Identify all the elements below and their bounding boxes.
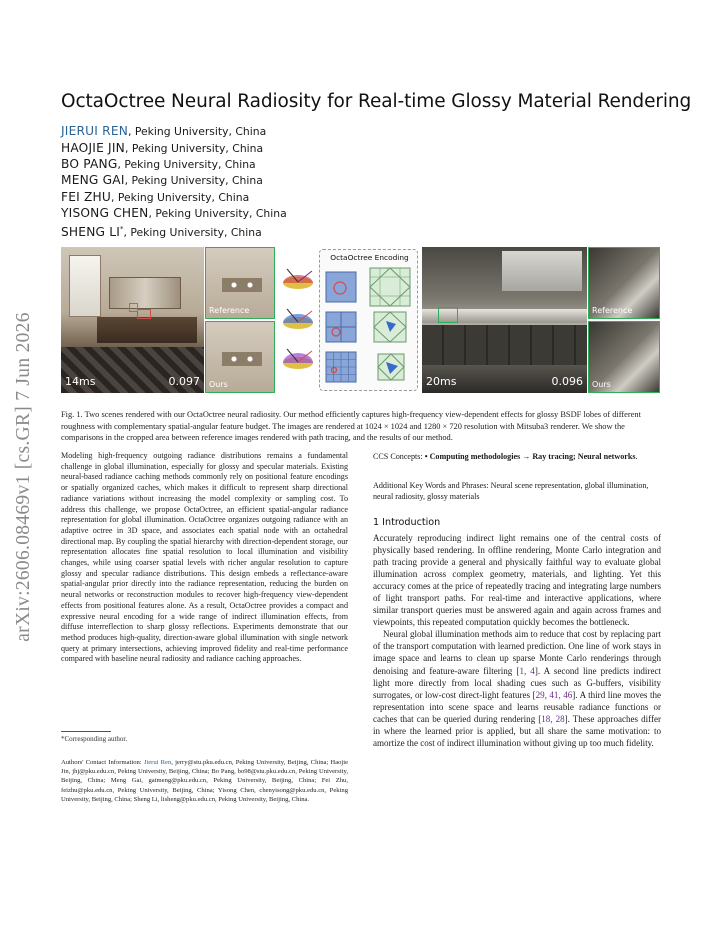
footnote-rule bbox=[61, 731, 111, 732]
author-line bbox=[61, 141, 263, 156]
kitchen-render bbox=[422, 247, 587, 393]
window-shape bbox=[69, 255, 101, 317]
introduction-text bbox=[373, 532, 661, 749]
reference-label: Reference bbox=[209, 306, 250, 315]
author-name: SHENG LI bbox=[61, 224, 121, 239]
author-line bbox=[61, 157, 256, 172]
footnote: *Corresponding author. bbox=[61, 735, 128, 743]
author-line bbox=[61, 222, 262, 240]
citation-link[interactable]: 1, 4 bbox=[519, 665, 535, 676]
intro-text: Neural global illumination methods aim to reduce that cost by replacing part of the transport computation with learned prediction. One line of work stays in image space and learns to clean up sparse Monte Carlo renderings through denoising and feature-aware filtering [ bbox=[373, 629, 661, 676]
teaser-figure bbox=[61, 247, 660, 393]
author-name[interactable]: JIERUI REN bbox=[61, 124, 129, 138]
author-name: YISONG CHEN bbox=[61, 206, 149, 220]
encoding-diagram bbox=[319, 249, 418, 391]
author-name: FEI ZHU bbox=[61, 190, 112, 204]
ours-label: Ours bbox=[209, 380, 228, 389]
octree-level-1 bbox=[326, 268, 410, 306]
left-error-label: 0.097 bbox=[168, 375, 200, 388]
author-line bbox=[61, 173, 263, 188]
corresponding-mark: * bbox=[120, 225, 124, 233]
octree-level-3 bbox=[326, 352, 404, 382]
ccs-prefix: CCS Concepts: bbox=[373, 452, 425, 461]
arxiv-stamp: arXiv:2606.08469v1 [cs.GR] 7 Jun 2026 bbox=[13, 312, 34, 642]
cabinet-shape bbox=[97, 317, 197, 343]
author-name: MENG GAI bbox=[61, 173, 125, 187]
bathroom-render bbox=[61, 247, 204, 393]
green-crop-box bbox=[129, 303, 138, 312]
author-line bbox=[61, 124, 266, 139]
intro-paragraph: Accurately reproducing indirect light remains one of the central costs of physically based rendering. In offline rendering, Monte Carlo integration and path tracing provide a general and physically faithful way to evaluate global illumination across complex geometry, materials, and lighting. Yet this accuracy comes at the price of repeatedly tracing and integrating large numbers of light transport paths. For real-time and interactive applications, where similar transport queries must be answered again and again across frames and viewpoints, this repeated computation quickly becomes the bottleneck. bbox=[373, 533, 661, 628]
intro-text: ]. A second line predicts indirect light more directly from local shading cues such as G-buffers, visibility surrogates, or low-cost direct-light features [ bbox=[373, 665, 661, 700]
encoding-title: OctaOctree Encoding bbox=[330, 253, 409, 262]
author-link[interactable]: Jierui Ren bbox=[143, 759, 172, 766]
keywords: Additional Key Words and Phrases: Neural scene representation, global illumination, neural radiosity, glossy materials bbox=[373, 481, 649, 501]
author-name: HAOJIE JIN bbox=[61, 141, 125, 155]
author-affiliation: , Peking University, China bbox=[148, 207, 287, 220]
right-reference-crop bbox=[588, 247, 660, 319]
brdf-lobe-icons bbox=[279, 265, 317, 377]
cabinets-shape bbox=[422, 325, 587, 365]
contact-info bbox=[61, 758, 348, 804]
abstract: Modeling high-frequency outgoing radiance distributions remains a fundamental challenge in global illumination, especially for glossy and specular materials. Existing neural-based radiance caching methods commonly rely on positional feature encodings or spatially organized caches, which makes it difficult to represent sharp directional radiance variations without increasing the model complexity or sampling cost. To address this challenge, we propose OctaOctree, an efficient spatial-angular radiance representation for global illumination. OctaOctree organizes outgoing radiance with an adaptive octree in 3D space, and associates each spatial node with an octahedral directional map. By coupling the spatial hierarchy with direction-dependent storage, our representation allocates fine spatial resolution to local illumination and visibility changes, while using coarser spatial levels with richer angular resolution to capture glossy and specular radiance distributions. This design embeds a reflectance-aware spatial-angular prior directly into the radiance representation, reducing the burden on neural networks or reconstruction modules to recover high-frequency view-dependent effects from positional features alone. As a result, OctaOctree provides a compact and expressive neural encoding for a wide range of indirect illumination effects, from diffuse interreflection to sharp glossy reflections. Experiments demonstrate that our method produces high-quality, direction-aware global illumination with single network query at primary intersections, achieving improved fidelity and real-time performance compared with baseline neural radiosity and radiance caching approaches. bbox=[61, 451, 348, 664]
left-time-label: 14ms bbox=[65, 375, 96, 388]
glossy-highlight bbox=[222, 352, 262, 366]
contact-prefix: Authors' Contact Information: bbox=[61, 759, 144, 766]
lobe-icon bbox=[283, 269, 313, 289]
mirror-shape bbox=[109, 277, 181, 309]
section-heading: 1 Introduction bbox=[373, 517, 441, 528]
citation-link[interactable]: 18, 28 bbox=[541, 713, 565, 724]
figure-caption: Fig. 1. Two scenes rendered with our OctaOctree neural radiosity. Our method efficiently captures high-frequency view-dependent effects for glossy BSDF lobes of different roughness with complementary spatial-angular feature budget. The images are rendered at 1024 × 1024 and 1280 × 720 resolution with Mitsuba3 renderer. We show the comparisons in the cropped area between reference images rendered with path tracing, and the results of our method. bbox=[61, 410, 641, 443]
right-error-label: 0.096 bbox=[551, 375, 583, 388]
author-affiliation: , Peking University, China bbox=[128, 125, 267, 138]
author-affiliation: , Peking University, China bbox=[124, 174, 263, 187]
author-affiliation: , Peking University, China bbox=[123, 225, 262, 239]
left-ours-crop bbox=[205, 321, 275, 393]
author-affiliation: , Peking University, China bbox=[124, 142, 264, 155]
author-affiliation: , Peking University, China bbox=[111, 191, 250, 204]
citation-link[interactable]: 29, 41, 46 bbox=[535, 689, 573, 700]
green-crop-box bbox=[438, 307, 458, 323]
author-line bbox=[61, 190, 249, 205]
red-crop-box bbox=[137, 309, 151, 319]
author-line bbox=[61, 206, 287, 221]
right-ours-crop bbox=[588, 321, 660, 393]
intro-paragraph bbox=[373, 628, 661, 748]
ours-label: Ours bbox=[592, 380, 611, 389]
paper-title: OctaOctree Neural Radiosity for Real-time Glossy Material Rendering bbox=[61, 91, 692, 112]
octree-levels bbox=[324, 266, 415, 390]
left-reference-crop bbox=[205, 247, 275, 319]
ccs-concepts: CCS Concepts: • Computing methodologies → Ray tracing; Neural networks. bbox=[373, 452, 638, 461]
author-name: BO PANG bbox=[61, 157, 118, 171]
contact-details: , jerry@stu.pku.edu.cn, Peking University, Beijing, China; Haojie Jin, jhj@pku.edu.cn, Peking University, Beijing, China; Bo Pang, bo98@stu.pku.edu.cn, Peking University, Beijing, China; Meng Gai, gaimeng@pku.edu.cn, Peking University, Beijing, China; Fei Zhu, feizhu@pku.edu.cn, Peking University, Beijing, China; Yisong Chen, chenyisong@pku.edu.cn, Peking University, Beijing, China; Sheng Li, lisheng@pku.edu.cn, Peking University, Beijing, China. bbox=[61, 759, 349, 803]
intro-text: ]. A third line moves the representation into scene space and learns reusable radiance functions or caches that can be queried during rendering [ bbox=[373, 689, 662, 724]
octree-level-2 bbox=[326, 312, 406, 342]
window-shape bbox=[502, 251, 582, 291]
ccs-terms: • Computing methodologies → Ray tracing; Neural networks bbox=[424, 452, 636, 461]
reference-label: Reference bbox=[592, 306, 633, 315]
intro-text: ]. These approaches differ in where the learned prior is applied, but all share the same motivation: to amortize the cost of indirect illumination without giving up too much fidelity. bbox=[373, 713, 661, 748]
glossy-highlight bbox=[222, 278, 262, 292]
author-affiliation: , Peking University, China bbox=[117, 158, 256, 171]
lobe-icon bbox=[283, 309, 313, 329]
lobe-icon bbox=[283, 349, 313, 369]
right-time-label: 20ms bbox=[426, 375, 457, 388]
